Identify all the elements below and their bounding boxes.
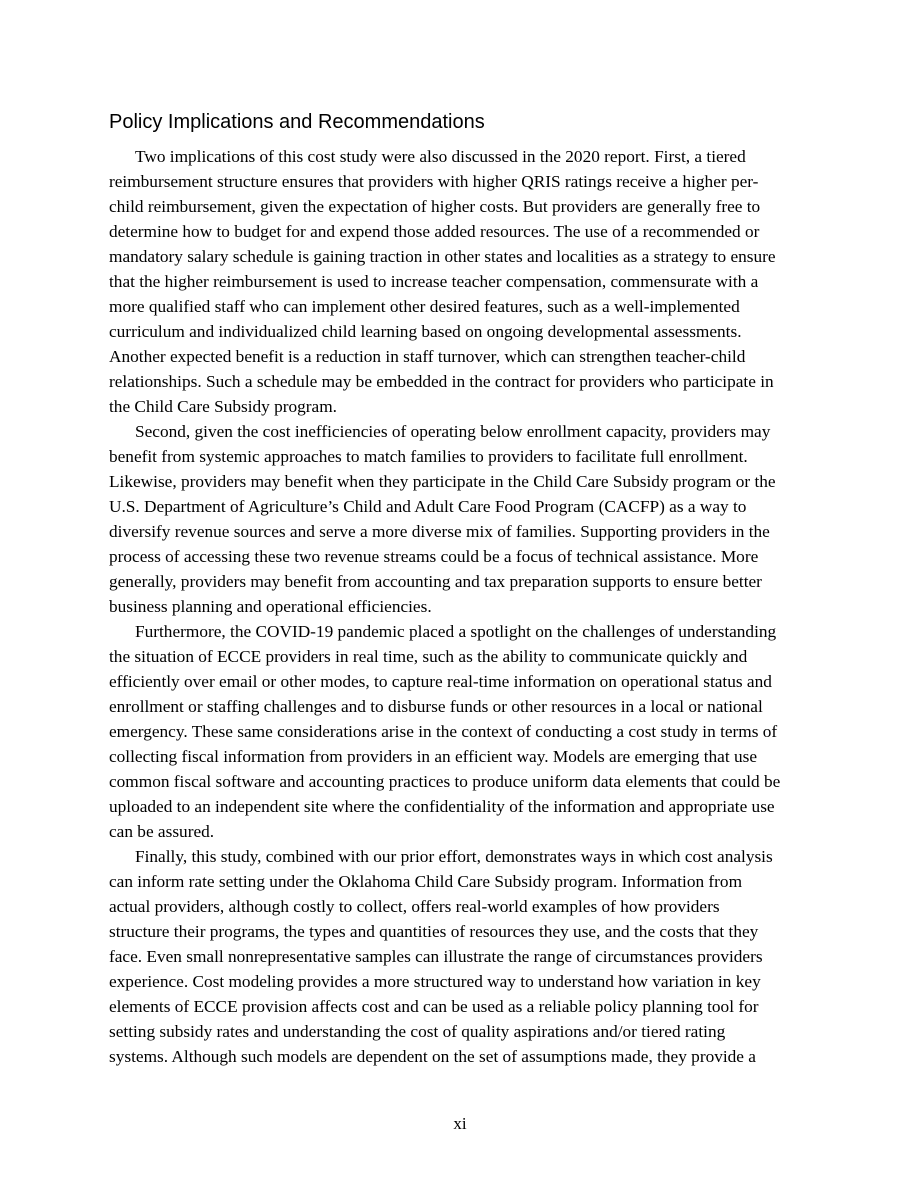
body-line: can inform rate setting under the Oklahoma Child Care Subsidy program. Information from: [109, 872, 743, 891]
body-line: business planning and operational efficiencies.: [109, 597, 432, 616]
body-line: Two implications of this cost study were also discussed in the 2020 report. First, a tiered: [135, 147, 746, 166]
body-line: setting subsidy rates and understanding the cost of quality aspirations and/or tiered rating: [109, 1022, 726, 1041]
body-line: more qualified staff who can implement other desired features, such as a well-implemented: [109, 297, 740, 316]
body-line: uploaded to an independent site where the confidentiality of the information and appropriate use: [109, 797, 775, 816]
body-line: common fiscal software and accounting practices to produce uniform data elements that could be: [109, 772, 781, 791]
body-line: enrollment or staffing challenges and to disburse funds or other resources in a local or national: [109, 697, 763, 716]
body-line: generally, providers may benefit from accounting and tax preparation supports to ensure better: [109, 572, 762, 591]
body-line: diversify revenue sources and serve a more diverse mix of families. Supporting providers in the: [109, 522, 770, 541]
body-line: Second, given the cost inefficiencies of operating below enrollment capacity, providers may: [135, 422, 771, 441]
body-line: child reimbursement, given the expectation of higher costs. But providers are generally free to: [109, 197, 761, 216]
body-line: efficiently over email or other modes, to capture real-time information on operational status and: [109, 672, 772, 691]
body-line: curriculum and individualized child learning based on ongoing developmental assessments.: [109, 322, 742, 341]
body-line: can be assured.: [109, 822, 215, 841]
body-line: reimbursement structure ensures that providers with higher QRIS ratings receive a higher per-: [109, 172, 759, 191]
body-line: actual providers, although costly to collect, offers real-world examples of how providers: [109, 897, 720, 916]
body-line: benefit from systemic approaches to match families to providers to facilitate full enrollment.: [109, 447, 748, 466]
body-line: relationships. Such a schedule may be embedded in the contract for providers who participate in: [109, 372, 774, 391]
body-line: that the higher reimbursement is used to increase teacher compensation, commensurate with a: [109, 272, 759, 291]
body-line: the situation of ECCE providers in real time, such as the ability to communicate quickly and: [109, 647, 748, 666]
body-line: mandatory salary schedule is gaining traction in other states and localities as a strategy to ensure: [109, 247, 776, 266]
body-line: collecting fiscal information from providers in an efficient way. Models are emerging that use: [109, 747, 758, 766]
body-line: emergency. These same considerations arise in the context of conducting a cost study in terms of: [109, 722, 778, 741]
body-line: elements of ECCE provision affects cost and can be used as a reliable policy planning tool for: [109, 997, 759, 1016]
section-heading: Policy Implications and Recommendations: [109, 111, 485, 133]
body-line: face. Even small nonrepresentative samples can illustrate the range of circumstances providers: [109, 947, 763, 966]
body-line: Furthermore, the COVID-19 pandemic placed a spotlight on the challenges of understanding: [135, 622, 777, 641]
body-line: U.S. Department of Agriculture’s Child and Adult Care Food Program (CACFP) as a way to: [109, 497, 747, 516]
body-line: the Child Care Subsidy program.: [109, 397, 337, 416]
page-number: xi: [453, 1114, 467, 1133]
body-line: determine how to budget for and expend those added resources. The use of a recommended or: [109, 222, 760, 241]
body-line: Finally, this study, combined with our prior effort, demonstrates ways in which cost analysis: [135, 847, 773, 866]
body-line: experience. Cost modeling provides a more structured way to understand how variation in key: [109, 972, 761, 991]
body-line: structure their programs, the types and quantities of resources they use, and the costs that they: [109, 922, 759, 941]
body-line: process of accessing these two revenue streams could be a focus of technical assistance. More: [109, 547, 759, 566]
body-line: systems. Although such models are dependent on the set of assumptions made, they provide a: [109, 1047, 756, 1066]
body-line: Likewise, providers may benefit when they participate in the Child Care Subsidy program or the: [109, 472, 776, 491]
body-line: Another expected benefit is a reduction in staff turnover, which can strengthen teacher-child: [109, 347, 746, 366]
